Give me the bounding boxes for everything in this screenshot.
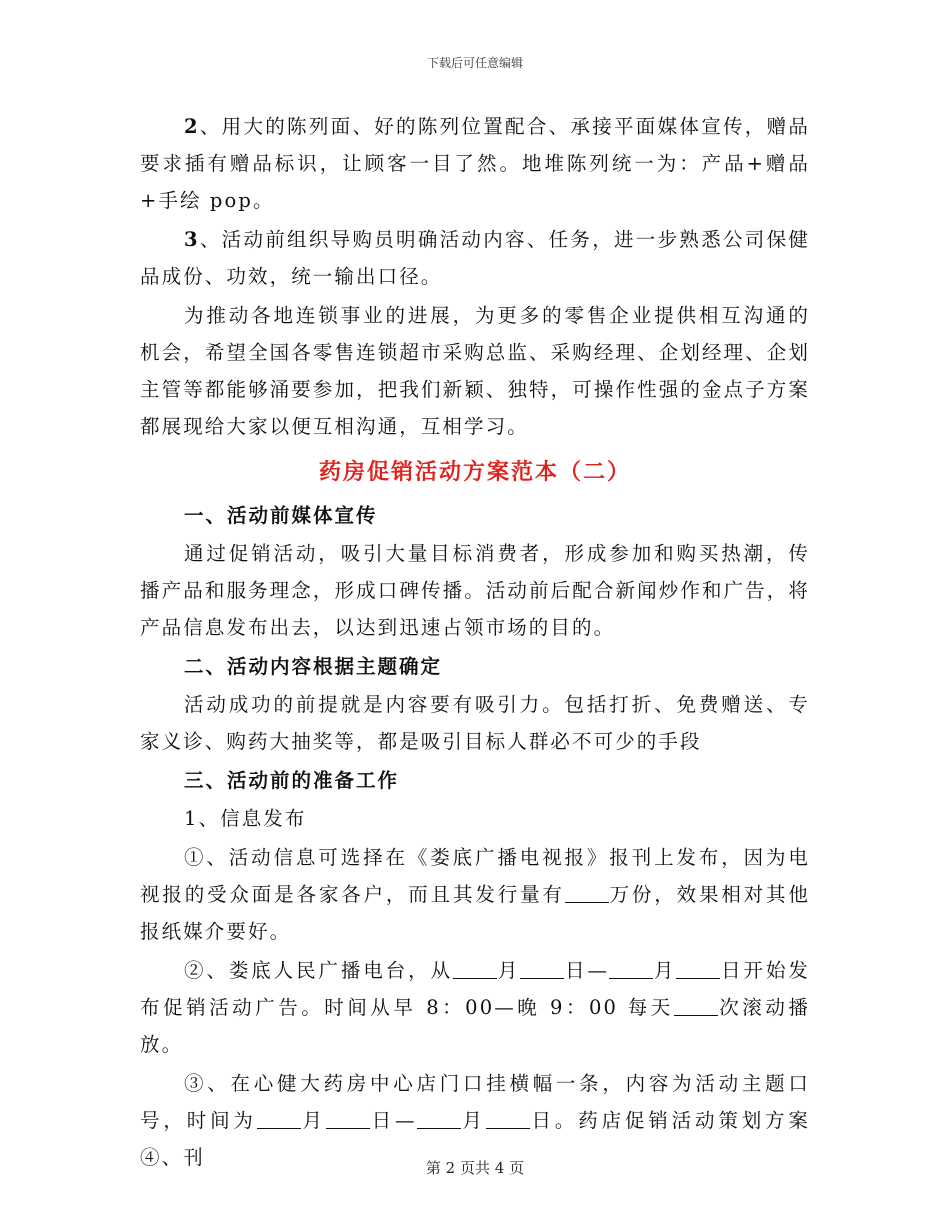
- fill-blank: [453, 962, 497, 979]
- fill-blank: [257, 1112, 301, 1129]
- section-heading-3: 三、活动前的准备工作: [184, 769, 400, 792]
- subsection-heading: 1、信息发布: [184, 807, 307, 830]
- item-number: 3: [184, 228, 200, 251]
- page-header: 下载后可任意编辑: [426, 56, 523, 70]
- paragraph-item-2: [140, 108, 810, 219]
- document-title: 药房促销活动方案范本（二）: [318, 459, 631, 485]
- fill-blank: [676, 962, 720, 979]
- item-number: 2: [184, 115, 200, 138]
- fill-blank: [565, 886, 609, 903]
- document-body: [140, 108, 810, 1176]
- list-item-1: ①、活动信息可选择在《娄底广播电视报》报刊上发布，因为电视报的受众面是各家各户，而且其发行量有 万份，效果相对其他报纸媒介要好。: [140, 846, 810, 943]
- fill-blank: [486, 1112, 530, 1129]
- page-footer: 第 2 页共 4 页: [425, 1159, 525, 1177]
- fill-blank: [609, 962, 653, 979]
- paragraph-text: 、活动前组织导购员明确活动内容、任务，进一步熟悉公司保健品成份、功效，统一输出口径。: [140, 228, 810, 288]
- fill-blank: [326, 1112, 370, 1129]
- list-item-3: ③、在心健大药房中心店门口挂横幅一条，内容为活动主题口号，时间为 月 日— 月 日。药店促销活动策划方案④、刊: [140, 1072, 811, 1169]
- list-item-2: ②、娄底人民广播电台，从 月 日— 月 日开始发布促销活动广告。时间从早 8：00—晚 9：00 每天 次滚动播放。: [140, 959, 810, 1056]
- fill-blank: [520, 962, 564, 979]
- section-heading-2: 二、活动内容根据主题确定: [184, 655, 443, 678]
- paragraph-text: 、用大的陈列面、好的陈列位置配合、承接平面媒体宣传，赠品要求插有赠品标识，让顾客一目了然。地堆陈列统一为：产品+赠品+手绘 pop。: [140, 115, 810, 212]
- paragraph-item-3: [140, 221, 810, 295]
- fill-blank: [417, 1112, 461, 1129]
- section-heading-1: 一、活动前媒体宣传: [184, 504, 378, 527]
- paragraph-closing: 为推动各地连锁事业的进展，为更多的零售企业提供相互沟通的机会，希望全国各零售连锁超市采购总监、采购经理、企划经理、企划主管等都能够涌要参加，把我们新颖、独特，可操作性强的金点子方案都展现给大家以便互相沟通，互相学习。: [140, 304, 810, 438]
- section-body-2: 活动成功的前提就是内容要有吸引力。包括打折、免费赠送、专家义诊、购药大抽奖等，都是吸引目标人群必不可少的手段: [140, 693, 810, 753]
- section-body-1: 通过促销活动，吸引大量目标消费者，形成参加和购买热潮，传播产品和服务理念，形成口碑传播。活动前后配合新闻炒作和广告，将产品信息发布出去，以达到迅速占领市场的目的。: [140, 542, 810, 639]
- fill-blank: [674, 999, 718, 1016]
